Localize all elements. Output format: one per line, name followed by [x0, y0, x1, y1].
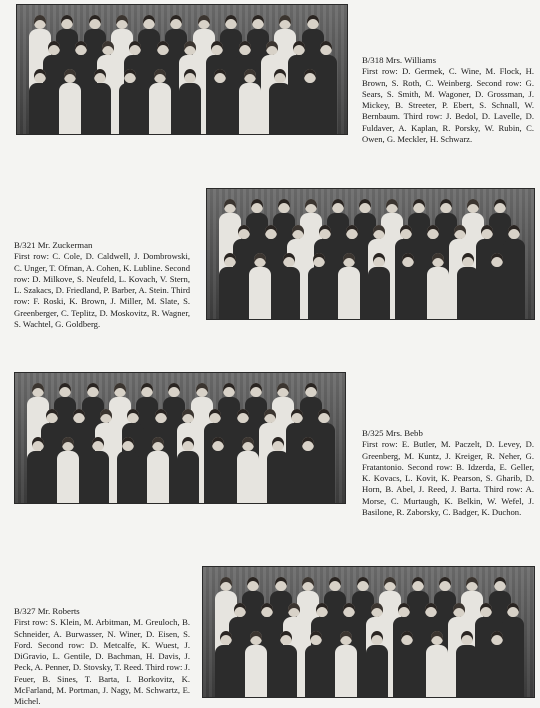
caption-title: B/321 Mr. Zuckerman [14, 240, 93, 250]
student-figure [457, 253, 479, 293]
student-figure [308, 253, 330, 293]
caption-b325 [362, 428, 534, 518]
caption-names: First row: E. Butler, M. Paczelt, D. Levey, D. Greenberg, M. Kuntz, J. Kreiger, R. Neher, G. Fratantonio. Second row: B. Idzerda, E. Geller, K. Kovacs, L. Kovit, K. Pearson, S. Gharib, D. Horn, B. Abel, J. Reed, J. Barta. Third row: A. Morse, C. Murtaugh, K. Belkin, W. Wefel, J. Basilone, R. Zaborsky, C. Badger, K. Duchon. [362, 439, 534, 518]
student-figure [149, 69, 171, 109]
class-photo-b321 [206, 188, 535, 320]
student-figure [59, 69, 81, 109]
student-figure [456, 631, 478, 671]
student-figure [119, 69, 141, 109]
student-figure [209, 69, 231, 109]
class-photo-b327 [202, 566, 535, 698]
student-figure [297, 437, 319, 477]
class-photo-b318 [16, 4, 348, 135]
student-figure [335, 631, 357, 671]
student-figure [275, 631, 297, 671]
student-figure [29, 69, 51, 109]
caption-b327 [14, 606, 190, 708]
class-photo-b325 [14, 372, 346, 504]
student-figure [278, 253, 300, 293]
caption-b321 [14, 240, 190, 330]
student-figure [239, 69, 261, 109]
student-figure [207, 437, 229, 477]
student-figure [245, 631, 267, 671]
student-figure [237, 437, 259, 477]
student-figure [87, 437, 109, 477]
caption-names: First row: S. Klein, M. Arbitman, M. Greuloch, B. Schneider, A. Burwasser, N. Winer, D. Eisen, S. Ford. Second row: D. Metcalfe, K. Wuest, J. DiGravio, L. Gentile, D. Bachman, H. Davis, J. Peck, A. Penner, D. Stovsky, T. Reed. Third row: J. Feuer, B. Sines, T. Barta, I. Borkovitz, K. McFarland, M. Portman, J. Nagy, M. Schwartz, E. Michel. [14, 617, 190, 707]
caption-title: B/327 Mr. Roberts [14, 606, 80, 616]
student-figure [177, 437, 199, 477]
student-figure [249, 253, 271, 293]
student-figure [396, 631, 418, 671]
student-figure [219, 253, 241, 293]
student-figure [269, 69, 291, 109]
student-figure [267, 437, 289, 477]
student-figure [89, 69, 111, 109]
student-figure [486, 631, 508, 671]
student-figure [179, 69, 201, 109]
student-figure [305, 631, 327, 671]
caption-title: B/325 Mrs. Bebb [362, 428, 423, 438]
student-figure [147, 437, 169, 477]
student-figure [27, 437, 49, 477]
student-figure [427, 253, 449, 293]
caption-names: First row: C. Cole, D. Caldwell, J. Dombrowski, C. Unger, T. Ofman, A. Cohen, K. Lubline. Second row: D. Milkove, S. Neufeld, L. Kovach, V. Stern, L. Szakacs, D. Friedland, P. Barber, A. Stein. Third row: F. Roski, K. Brown, J. Miller, M. Slate, S. Greenberger, C. Teplitz, D. Moskovitz, R. Wagner, S. Wachtel, G. Goldberg. [14, 251, 190, 330]
student-figure [368, 253, 390, 293]
student-figure [57, 437, 79, 477]
student-figure [426, 631, 448, 671]
student-figure [397, 253, 419, 293]
student-figure [366, 631, 388, 671]
student-figure [117, 437, 139, 477]
caption-b318 [362, 55, 534, 145]
student-figure [338, 253, 360, 293]
student-figure [299, 69, 321, 109]
caption-names: First row: D. Germek, C. Wine, M. Flock, H. Brown, S. Roth, C. Weinberg. Second row: G. Sears, S. Smith, M. Wagoner, D. Grossman, J. Mickey, B. Streeter, P. Ebert, S. Schnall, W. Bernbaum. Third row: J. Bedol, D. Lavelle, D. Fuldaver, A. Kaplan, R. Porsky, W. Rubin, C. Owen, G. Meckler, H. Schwarz. [362, 66, 534, 145]
student-figure [215, 631, 237, 671]
caption-title: B/318 Mrs. Williams [362, 55, 437, 65]
student-figure [486, 253, 508, 293]
